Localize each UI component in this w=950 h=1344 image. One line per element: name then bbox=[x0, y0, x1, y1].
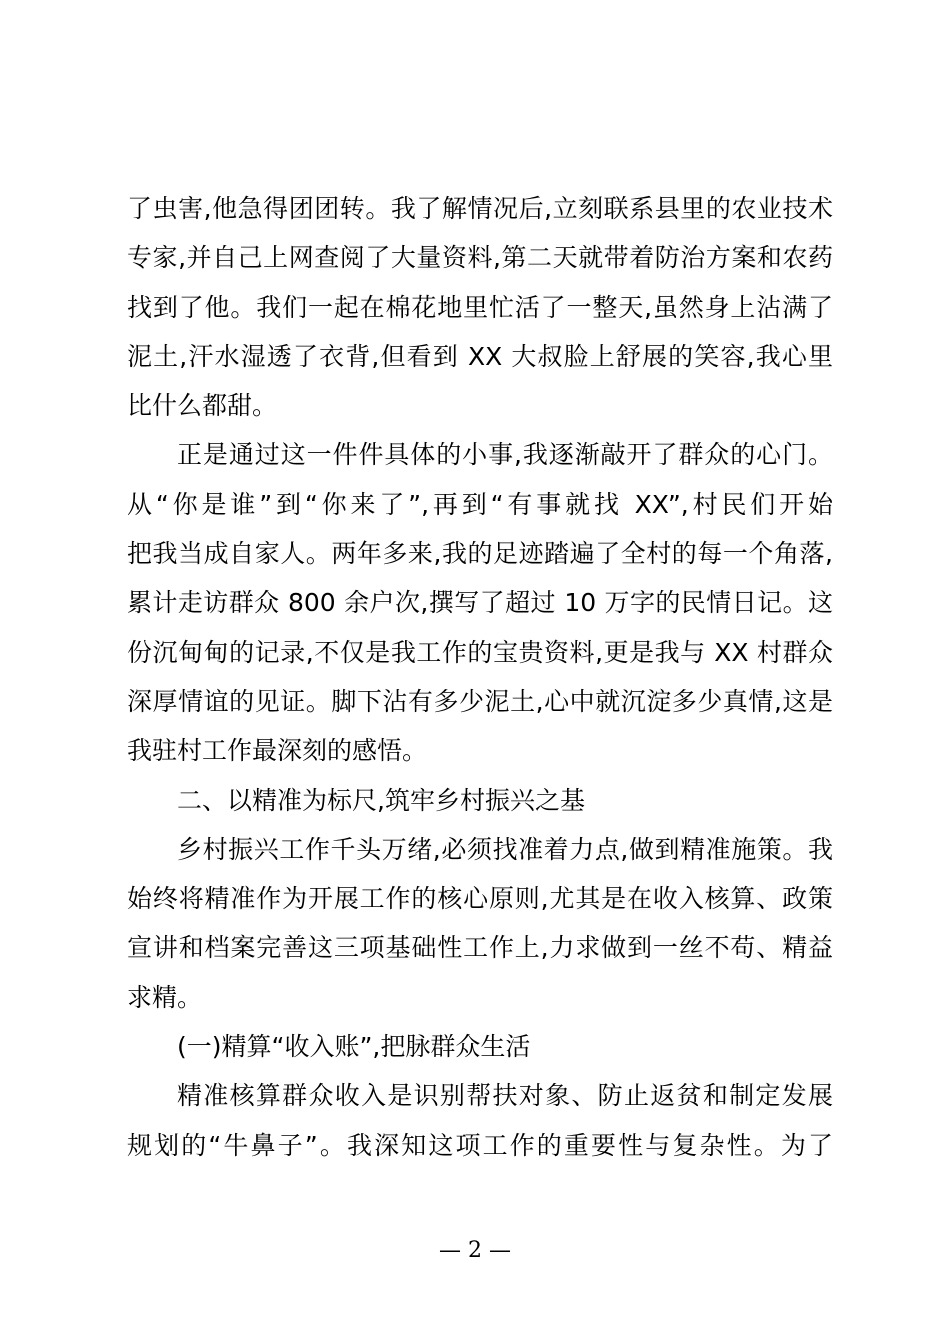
text-line: 累计走访群众 800 余户次,撰写了超过 10 万字的民情日记。这 bbox=[127, 588, 833, 618]
text-line: 始终将精准作为开展工作的核心原则,尤其是在收入核算、政策 bbox=[127, 884, 833, 914]
text-line: 泥土,汗水湿透了衣背,但看到 XX 大叔脸上舒展的笑容,我心里 bbox=[127, 341, 833, 371]
text-line: 规划的“牛鼻子”。我深知这项工作的重要性与复杂性。为了 bbox=[127, 1130, 833, 1160]
text-line: (一)精算“收入账”,把脉群众生活 bbox=[177, 1032, 531, 1062]
text-line: 找到了他。我们一起在棉花地里忙活了一整天,虽然身上沾满了 bbox=[127, 292, 833, 322]
text-line: 从“你是谁”到“你来了”,再到“有事就找 XX”,村民们开始 bbox=[127, 489, 833, 519]
document-body bbox=[127, 184, 833, 1170]
text-line: 乡村振兴工作千头万绪,必须找准着力点,做到精准施策。我 bbox=[177, 834, 833, 864]
page-number: — 2 — bbox=[439, 1238, 511, 1263]
paragraph-4 bbox=[127, 1071, 833, 1170]
text-line: 正是通过这一件件具体的小事,我逐渐敲开了群众的心门。 bbox=[177, 440, 833, 470]
text-line: 二、以精准为标尺,筑牢乡村振兴之基 bbox=[177, 785, 585, 815]
text-line: 份沉甸甸的记录,不仅是我工作的宝贵资料,更是我与 XX 村群众 bbox=[127, 637, 833, 667]
text-line: 求精。 bbox=[127, 982, 203, 1012]
text-line: 深厚情谊的见证。脚下沾有多少泥土,心中就沉淀多少真情,这是 bbox=[127, 686, 833, 716]
text-line: 把我当成自家人。两年多来,我的足迹踏遍了全村的每一个角落, bbox=[127, 539, 833, 569]
text-line: 精准核算群众收入是识别帮扶对象、防止返贫和制定发展 bbox=[177, 1081, 833, 1111]
paragraph-2 bbox=[127, 430, 833, 775]
section-heading bbox=[127, 776, 833, 825]
subsection-heading bbox=[127, 1022, 833, 1071]
text-line: 宣讲和档案完善这三项基础性工作上,力求做到一丝不苟、精益 bbox=[127, 933, 833, 963]
text-line: 比什么都甜。 bbox=[127, 391, 278, 421]
paragraph-1 bbox=[127, 184, 833, 430]
paragraph-3 bbox=[127, 825, 833, 1022]
text-line: 了虫害,他急得团团转。我了解情况后,立刻联系县里的农业技术 bbox=[127, 194, 833, 223]
text-line: 专家,并自己上网查阅了大量资料,第二天就带着防治方案和农药 bbox=[127, 243, 833, 273]
text-line: 我驻村工作最深刻的感悟。 bbox=[127, 736, 428, 766]
